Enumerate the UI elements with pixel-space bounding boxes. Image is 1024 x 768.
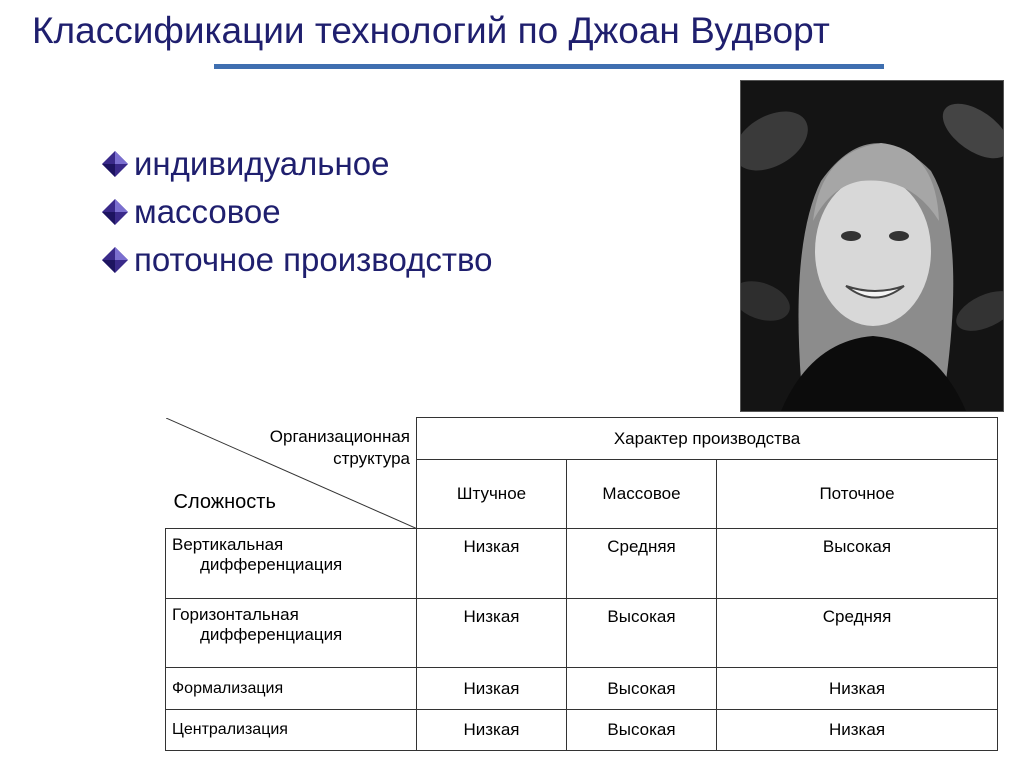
table-cell: Высокая [567, 668, 717, 710]
bullet-item [100, 188, 492, 236]
diamond-bullet-icon [100, 245, 130, 275]
bullet-list [100, 140, 492, 284]
group-header-cell: Характер производства [417, 418, 998, 460]
table-cell: Высокая [717, 529, 998, 599]
table-cell: Низкая [417, 529, 567, 599]
table-cell: Высокая [567, 710, 717, 751]
table-cell: Низкая [417, 668, 567, 710]
table-cell: Низкая [717, 710, 998, 751]
table-cell: Низкая [417, 710, 567, 751]
row-header: Централизация [166, 710, 417, 751]
table-row [166, 668, 998, 710]
bullet-text: массовое [134, 193, 281, 230]
corner-complexity-label: Сложность [173, 491, 276, 513]
diamond-bullet-icon [100, 197, 130, 227]
table-cell: Средняя [567, 529, 717, 599]
table-cell: Средняя [717, 599, 998, 668]
table-cell: Высокая [567, 599, 717, 668]
row-header: Формализация [166, 668, 417, 710]
diamond-bullet-icon [100, 149, 130, 179]
table-row [166, 529, 998, 599]
corner-organization-label: Организационная структура [269, 426, 410, 468]
column-header: Штучное [417, 460, 567, 529]
bullet-text: поточное производство [134, 241, 493, 278]
bullet-text: индивидуальное [134, 145, 390, 182]
row-header: Горизонтальная дифференциация [166, 599, 417, 668]
portrait-illustration [741, 81, 1003, 411]
column-header: Поточное [717, 460, 998, 529]
title-underline [214, 64, 884, 69]
column-header: Массовое [567, 460, 717, 529]
table-cell: Низкая [417, 599, 567, 668]
bullet-item [100, 140, 492, 188]
portrait-photo [740, 80, 1004, 412]
bullet-item [100, 236, 492, 284]
slide-title: Классификации технологий по Джоан Вудворт [32, 10, 830, 51]
corner-header-cell [166, 418, 417, 529]
table-cell: Низкая [717, 668, 998, 710]
row-header: Вертикальная дифференциация [166, 529, 417, 599]
table-row [166, 710, 998, 751]
technology-classification-table [165, 417, 998, 751]
table-row [166, 599, 998, 668]
